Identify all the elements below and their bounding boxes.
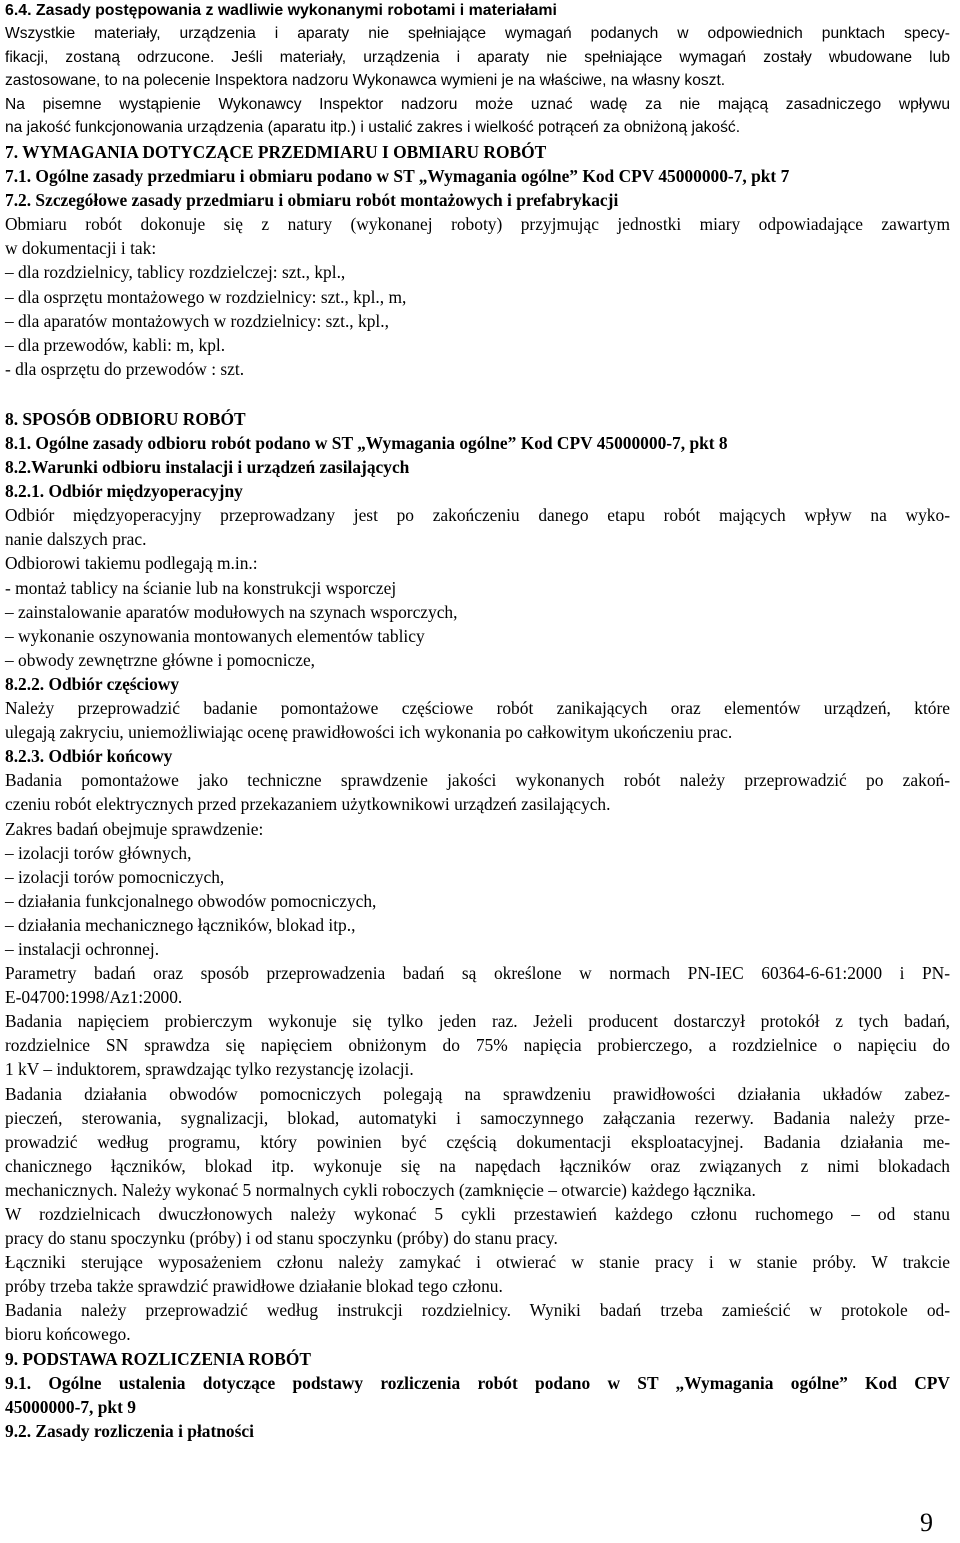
- paragraph-line: czeniu robót elektrycznych przed przekazaniem użytkownikowi urządzeń zasilających.: [5, 794, 611, 815]
- section-7-2-heading: 7.2. Szczegółowe zasady przedmiaru i obmiaru robót montażowych i prefabrykacji: [5, 190, 619, 211]
- section-8-2-2-heading: 8.2.2. Odbiór częściowy: [5, 673, 180, 694]
- list-item: – dla osprzętu montażowego w rozdzielnicy: szt., kpl., m,: [5, 286, 407, 307]
- paragraph-line: Wszystkie materiały, urządzenia i aparaty nie spełniające wymagań podanych w odpowiednich punktach specy-: [5, 25, 950, 42]
- list-item: – dla przewodów, kabli: m, kpl.: [5, 334, 226, 355]
- section-6-4-heading: 6.4. Zasady postępowania z wadliwie wykonanymi robotami i materiałami: [5, 2, 557, 19]
- section-8-2-3-heading: 8.2.3. Odbiór końcowy: [5, 746, 173, 767]
- paragraph-line: zastosowane, to na polecenie Inspektora nadzoru Wykonawca wymieni je na właściwe, na własny koszt.: [5, 72, 726, 90]
- document-page: [5, 0, 950, 1443]
- paragraph-line: na jakość funkcjonowania urządzenia (aparatu itp.) i ustalić zakres i wielkość potrąceń za obniżoną jakość.: [5, 119, 741, 137]
- paragraph-line: Badania pomontażowe jako techniczne sprawdzenie jakości wykonanych robót należy przeprowadzić po zakoń-: [5, 770, 950, 791]
- paragraph-line: Łączniki sterujące wyposażeniem członu należy zamykać i otwierać w stanie pracy i w stanie próby. W trakcie: [5, 1252, 950, 1273]
- paragraph-line: Badania należy przeprowadzić według instrukcji rozdzielnicy. Wyniki badań trzeba zamieścić w protokole od-: [5, 1300, 950, 1321]
- section-9-2-heading: 9.2. Zasady rozliczenia i płatności: [5, 1420, 254, 1441]
- paragraph-line: bioru końcowego.: [5, 1324, 131, 1345]
- paragraph-line: nanie dalszych prac.: [5, 529, 147, 550]
- paragraph-line: w dokumentacji i tak:: [5, 238, 157, 259]
- section-9-heading: 9. PODSTAWA ROZLICZENIA ROBÓT: [5, 1348, 312, 1369]
- paragraph-line: rozdzielnice SN sprawdza się napięciem obniżonym do 75% napięcia probierczego, a rozdzielnice o napięciu do: [5, 1035, 950, 1056]
- list-item: – wykonanie oszynowania montowanych elementów tablicy: [5, 625, 425, 646]
- paragraph-line: pieczeń, sterowania, sygnalizacji, blokad, automatyki i samoczynnego załączania rezerwy. Badania należy prze-: [5, 1107, 950, 1128]
- list-item: – izolacji torów pomocniczych,: [5, 866, 225, 887]
- paragraph-line: Na pisemne wystąpienie Wykonawcy Inspektor nadzoru może uznać wadę za nie mającą zasadniczego wpływu: [5, 95, 950, 113]
- section-9-1-heading-cont: 45000000-7, pkt 9: [5, 1396, 136, 1417]
- paragraph-line: pracy do stanu spoczynku (próby) i od stanu spoczynku (próby) do stanu pracy.: [5, 1228, 558, 1249]
- paragraph-line: E-04700:1998/Az1:2000.: [5, 987, 183, 1008]
- blank-line: [5, 381, 950, 407]
- list-item: – dla aparatów montażowych w rozdzielnicy: szt., kpl.,: [5, 310, 389, 331]
- section-9-1-heading: 9.1. Ogólne ustalenia dotyczące podstawy rozliczenia robót podano w ST „Wymagania ogólne” Kod CPV: [5, 1372, 950, 1393]
- paragraph-line: Obmiaru robót dokonuje się z natury (wykonanej roboty) przyjmując jednostki miary odpowiadające zawartym: [5, 214, 950, 235]
- list-item: – działania funkcjonalnego obwodów pomocniczych,: [5, 890, 377, 911]
- section-7-heading: 7. WYMAGANIA DOTYCZĄCE PRZEDMIARU I OBMIARU ROBÓT: [5, 141, 547, 162]
- section-7-1-heading: 7.1. Ogólne zasady przedmiaru i obmiaru podano w ST „Wymagania ogólne” Kod CPV 45000000-7, pkt 7: [5, 166, 790, 187]
- list-item: – dla rozdzielnicy, tablicy rozdzielczej: szt., kpl.,: [5, 262, 346, 283]
- paragraph-line: próby trzeba także sprawdzić prawidłowe działanie blokad tego członu.: [5, 1276, 503, 1297]
- list-item: - dla osprzętu do przewodów : szt.: [5, 358, 245, 379]
- paragraph-line: mechanicznych. Należy wykonać 5 normalnych cykli roboczych (zamknięcie – otwarcie) każdego łącznika.: [5, 1179, 756, 1200]
- paragraph-line: Badania napięciem probierczym wykonuje się tylko jeden raz. Jeżeli producent dostarczył protokół z tych badań,: [5, 1011, 950, 1032]
- list-item: - montaż tablicy na ścianie lub na konstrukcji wsporczej: [5, 577, 397, 598]
- paragraph-line: Odbiór międzyoperacyjny przeprowadzany jest po zakończeniu danego etapu robót mających wpływ na wyko-: [5, 505, 950, 526]
- paragraph-line: Parametry badań oraz sposób przeprowadzenia badań są określone w normach PN-IEC 60364-6-61:2000 i PN-: [5, 963, 950, 984]
- section-8-heading: 8. SPOSÓB ODBIORU ROBÓT: [5, 408, 246, 429]
- paragraph-line: Zakres badań obejmuje sprawdzenie:: [5, 818, 264, 839]
- paragraph-line: W rozdzielnicach dwuczłonowych należy wykonać 5 cykli przestawień każdego członu ruchomego – od stanu: [5, 1204, 950, 1224]
- paragraph-line: fikacji, zostaną odrzucone. Jeśli materiały, urządzenia i aparaty nie spełniające wymagań zostały wbudowane lub: [5, 48, 950, 66]
- paragraph-line: Odbiorowi takiemu podlegają m.in.:: [5, 553, 258, 574]
- paragraph-line: Należy przeprowadzić badanie pomontażowe częściowe robót zanikających oraz elementów urządzeń, które: [5, 698, 950, 719]
- list-item: – obwody zewnętrzne główne i pomocnicze,: [5, 649, 316, 670]
- paragraph-line: ulegają zakryciu, uniemożliwiając ocenę prawidłowości ich wykonania po całkowitym ukończeniu prac.: [5, 722, 733, 743]
- paragraph-line: prowadzić według programu, który powinien być częścią dokumentacji eksploatacyjnej. Badania działania me-: [5, 1131, 950, 1152]
- paragraph-line: 1 kV – induktorem, sprawdzając tylko rezystancję izolacji.: [5, 1059, 414, 1080]
- paragraph-line: Badania działania obwodów pomocniczych polegają na sprawdzeniu prawidłowości działania układów zabez-: [5, 1083, 950, 1104]
- section-8-2-1-heading: 8.2.1. Odbiór międzyoperacyjny: [5, 481, 243, 502]
- page-number: 9: [920, 1508, 933, 1537]
- paragraph-line: chanicznego łączników, blokad itp. wykonuje się na napędach łączników oraz związanych z nimi blokadach: [5, 1155, 950, 1176]
- list-item: – działania mechanicznego łączników, blokad itp.,: [5, 914, 356, 935]
- list-item: – instalacji ochronnej.: [5, 938, 160, 959]
- section-8-2-heading: 8.2.Warunki odbioru instalacji i urządzeń zasilających: [5, 457, 410, 478]
- list-item: – zainstalowanie aparatów modułowych na szynach wsporczych,: [5, 601, 458, 622]
- list-item: – izolacji torów głównych,: [5, 842, 192, 863]
- section-8-1-heading: 8.1. Ogólne zasady odbioru robót podano w ST „Wymagania ogólne” Kod CPV 45000000-7, pkt 8: [5, 433, 728, 453]
